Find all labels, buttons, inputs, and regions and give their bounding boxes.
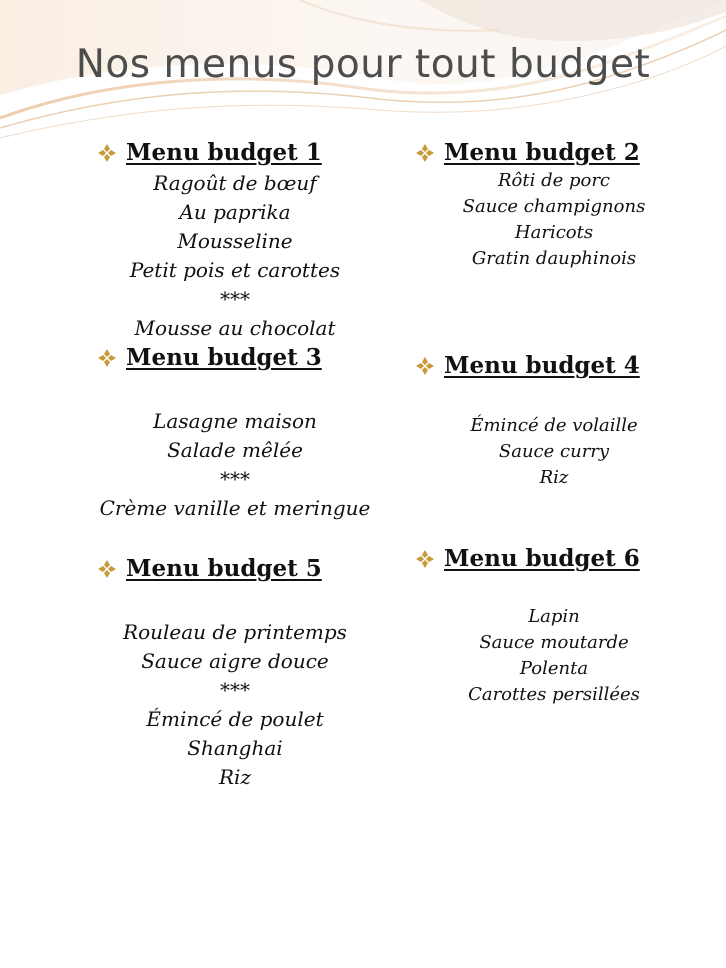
menu-title: Menu budget 1 — [126, 139, 322, 166]
dish-item: Petit pois et carottes — [129, 258, 341, 282]
dish-item: Mousse au chocolat — [134, 316, 336, 340]
dish-item: Émincé de volaille — [470, 415, 638, 436]
dish-item: Riz — [539, 467, 569, 488]
dish-item: Haricots — [514, 222, 594, 243]
dish-separator: *** — [220, 678, 250, 702]
menu-title: Menu budget 6 — [444, 545, 640, 572]
menu-title: Menu budget 4 — [444, 352, 640, 379]
menu-heading-2 — [414, 139, 640, 166]
menu-dishes-5 — [90, 618, 380, 792]
dish-item: Sauce champignons — [462, 196, 646, 217]
menu-dishes-1 — [90, 169, 380, 343]
dish-item: Gratin dauphinois — [471, 248, 637, 269]
dish-item: Lasagne maison — [153, 409, 317, 433]
diamond-bullet-icon — [414, 548, 436, 570]
dish-item: Salade mêlée — [167, 438, 303, 462]
dish-item: Sauce curry — [498, 441, 610, 462]
dish-item: Crème vanille et meringue — [99, 496, 371, 520]
menu-dishes-6 — [423, 604, 685, 708]
menu-title: Menu budget 3 — [126, 344, 322, 371]
page-title: Nos menus pour tout budget — [75, 42, 651, 87]
dish-item: Au paprika — [179, 200, 291, 224]
menu-heading-6 — [414, 545, 640, 572]
dish-item: Rôti de porc — [497, 170, 611, 191]
menu-heading-3 — [96, 344, 322, 371]
dish-item: Sauce moutarde — [479, 632, 629, 653]
menu-title: Menu budget 2 — [444, 139, 640, 166]
dish-item: Émincé de poulet — [146, 707, 324, 731]
menu-dishes-3 — [90, 407, 380, 523]
dish-item: Ragoût de bœuf — [153, 171, 317, 195]
dish-item: Riz — [219, 765, 251, 789]
dish-item: Sauce aigre douce — [141, 649, 329, 673]
menu-heading-5 — [96, 555, 322, 582]
dish-item: Mousseline — [177, 229, 293, 253]
dish-item: Shanghai — [187, 736, 283, 760]
dish-separator: *** — [220, 287, 250, 311]
menu-dishes-4 — [423, 413, 685, 491]
diamond-bullet-icon — [96, 558, 118, 580]
menu-title: Menu budget 5 — [126, 555, 322, 582]
menu-heading-1 — [96, 139, 322, 166]
diamond-bullet-icon — [414, 142, 436, 164]
dish-item: Carottes persillées — [468, 684, 640, 705]
menu-heading-4 — [414, 352, 640, 379]
menu-dishes-2 — [423, 168, 685, 272]
dish-item: Polenta — [519, 658, 589, 679]
diamond-bullet-icon — [96, 347, 118, 369]
diamond-bullet-icon — [414, 355, 436, 377]
dish-item: Rouleau de printemps — [123, 620, 347, 644]
dish-separator: *** — [220, 467, 250, 491]
diamond-bullet-icon — [96, 142, 118, 164]
dish-item: Lapin — [528, 606, 580, 627]
